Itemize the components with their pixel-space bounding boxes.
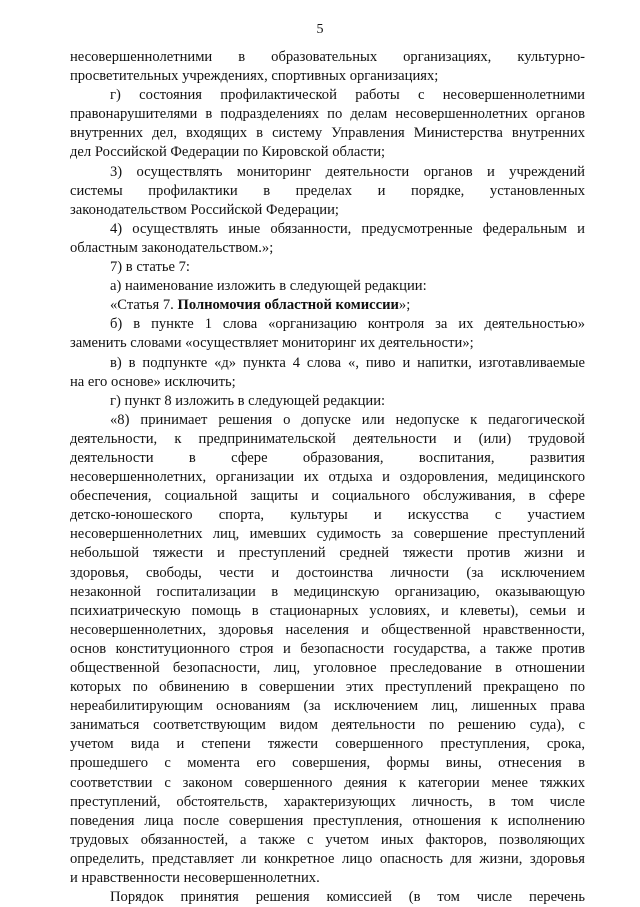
- text-line: внутренних дел, входящих в систему Управления Министерства внутренних: [70, 125, 585, 142]
- text-line: несовершеннолетними в образовательных организациях, культурно-: [70, 49, 585, 65]
- text-line: несовершеннолетних, здоровья населения и общественной нравственности,: [70, 621, 585, 638]
- text-line: дел Российской Федерации по Кировской области;: [70, 144, 386, 161]
- text-line: основ конституционного строя и безопасности государства, а также против: [70, 640, 585, 657]
- text-line: областным законодательством.»;: [70, 239, 274, 256]
- text-line: а) наименование изложить в следующей редакции:: [110, 278, 427, 295]
- text-line: соответствии с законом совершенного деяния к категории менее тяжких: [70, 774, 585, 791]
- text-line: психиатрическую помощь в стационарных условиях, и клеветы), семьи и: [70, 602, 585, 619]
- text-line: несовершеннолетних лиц, имевших судимость за совершение преступлений: [70, 526, 585, 543]
- text-line: обеспечения, социальной защиты и социального обслуживания, в сфере: [70, 488, 585, 505]
- text-line: г) состояния профилактической работы с несовершеннолетними: [110, 87, 585, 104]
- text-line: небольшой тяжести и преступлений средней тяжести против жизни и: [70, 545, 585, 562]
- text-line: общественной безопасности, лиц, уголовное преследование в отношении: [70, 660, 585, 676]
- text-line: здоровья, свободы, чести и достоинства личности (за исключением: [70, 564, 585, 581]
- text-line: заменить словами «осуществляет мониторинг их деятельности»;: [70, 335, 474, 352]
- document-body: [70, 48, 585, 907]
- text-line: 7) в статье 7:: [110, 259, 190, 276]
- text-line: незаконной госпитализации в медицинскую организацию, оказывающую: [70, 583, 585, 600]
- text-line: просветительных учреждениях, спортивных организациях;: [70, 68, 439, 85]
- text-line: законодательством Российской Федерации;: [70, 201, 339, 218]
- text-line: которых по обвинению в совершении этих преступлений прекращено по: [70, 679, 585, 696]
- text-line: системы профилактики в пределах и порядке, установленных: [70, 182, 585, 199]
- article-title-part: «Статья 7.: [110, 297, 178, 314]
- text-line: заниматься соответствующим видом деятельности по решению суда), с: [70, 717, 585, 734]
- text-line: преступлений, обстоятельств, характеризующих личность, в том числе: [70, 793, 585, 810]
- text-line: и нравственности несовершеннолетних.: [70, 870, 320, 887]
- text-line: поведения лица после совершения преступления, отношения к исполнению: [70, 812, 585, 829]
- article-title-bold: Полномочия областной комиссии: [177, 297, 399, 314]
- text-line: деятельности в сфере образования, воспитания, развития: [70, 449, 585, 466]
- article-title-part: »;: [398, 297, 411, 314]
- text-line: правонарушителями в подразделениях по делам несовершеннолетних органов: [70, 106, 585, 123]
- text-line: учетом вида и степени тяжести совершенного преступления, срока,: [70, 736, 585, 753]
- text-line: Порядок принятия решения комиссией (в том числе перечень: [110, 889, 585, 906]
- text-line: несовершеннолетних, организации их отдыха и оздоровления, медицинского: [70, 469, 585, 486]
- page-number: 5: [316, 22, 324, 37]
- text-line: деятельности, к предпринимательской деятельности и (или) трудовой: [70, 430, 585, 447]
- text-line: детско-юношеского спорта, культуры и искусства с участием: [70, 507, 585, 524]
- text-line: в) в подпункте «д» пункта 4 слова «, пиво и напитки, изготавливаемые: [110, 354, 585, 371]
- text-line: трудовых обязанностей, а также с учетом иных факторов, позволяющих: [70, 831, 585, 848]
- text-line: [70, 296, 585, 315]
- text-line: б) в пункте 1 слова «организацию контроля за их деятельностью»: [110, 316, 585, 333]
- text-line: прошедшего с момента его совершения, формы вины, отнесения в: [70, 755, 585, 772]
- text-line: на его основе» исключить;: [70, 373, 236, 390]
- text-line: определить, представляет ли конкретное лицо опасность для жизни, здоровья: [70, 850, 585, 867]
- text-line: «8) принимает решения о допуске или недопуске к педагогической: [110, 411, 585, 428]
- text-line: 4) осуществлять иные обязанности, предусмотренные федеральным и: [110, 220, 585, 237]
- text-line: нереабилитирующим основаниям (за исключением лиц, лишенных права: [70, 698, 585, 715]
- text-line: г) пункт 8 изложить в следующей редакции:: [110, 392, 386, 409]
- text-line: 3) осуществлять мониторинг деятельности органов и учреждений: [110, 163, 585, 180]
